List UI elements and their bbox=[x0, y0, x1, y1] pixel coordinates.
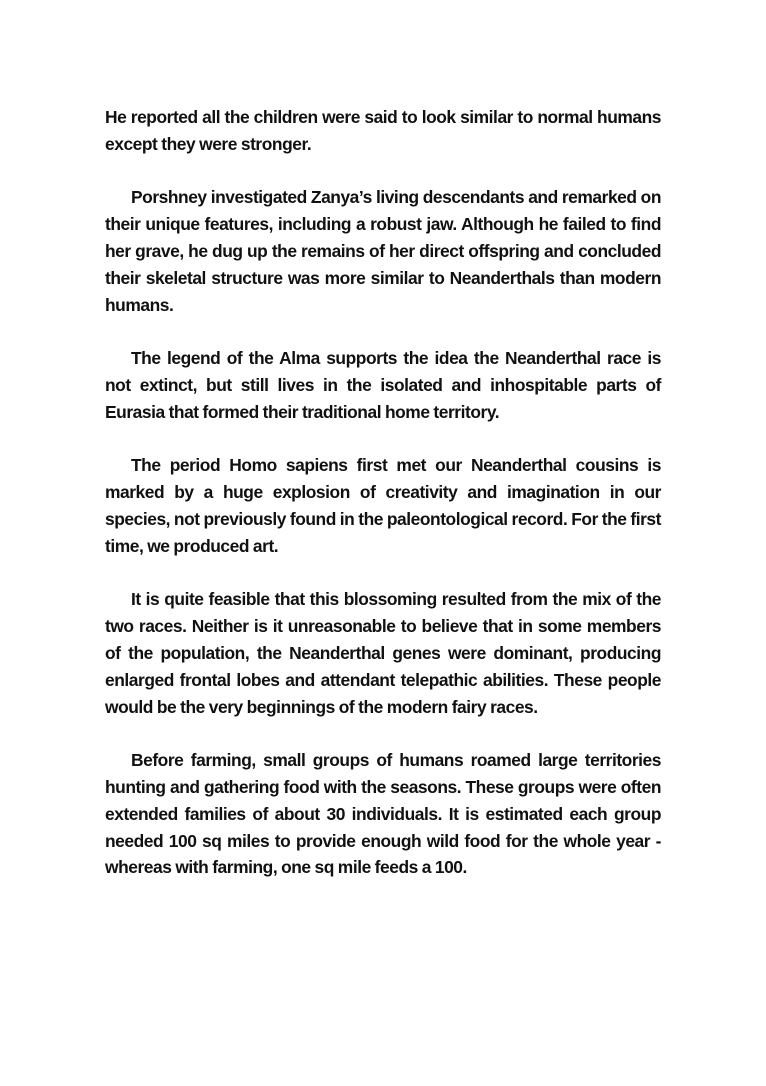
paragraph-2: Porshney investigated Zanya’s living descendants and remarked on their unique features, including a robust jaw. Although he failed to find her grave, he dug up the remains of her direct offspring and concluded their skeletal structure was more similar to Neanderthals than modern humans. bbox=[105, 187, 661, 315]
body-text bbox=[105, 104, 661, 908]
paragraph-5: It is quite feasible that this blossoming resulted from the mix of the two races. Neither is it unreasonable to believe that in some members of the population, the Neanderthal genes were dominant, producing enlarged frontal lobes and attendant telepathic abilities. These people would be the very beginnings of the modern fairy races. bbox=[105, 589, 661, 717]
paragraph-6: Before farming, small groups of humans roamed large territories hunting and gathering food with the seasons. These groups were often extended families of about 30 individuals. It is estimated each group needed 100 sq miles to provide enough wild food for the whole year - whereas with farming, one sq mile feeds a 100. bbox=[105, 750, 661, 878]
paragraph-3: The legend of the Alma supports the idea the Neanderthal race is not extinct, but still lives in the isolated and inhospitable parts of Eurasia that formed their traditional home territory. bbox=[105, 348, 661, 422]
paragraph-1: He reported all the children were said to look similar to normal humans except they were stronger. bbox=[105, 107, 661, 154]
paragraph-4: The period Homo sapiens first met our Neanderthal cousins is marked by a huge explosion of creativity and imagination in our species, not previously found in the paleontological record. For the first time, we produced art. bbox=[105, 455, 661, 556]
